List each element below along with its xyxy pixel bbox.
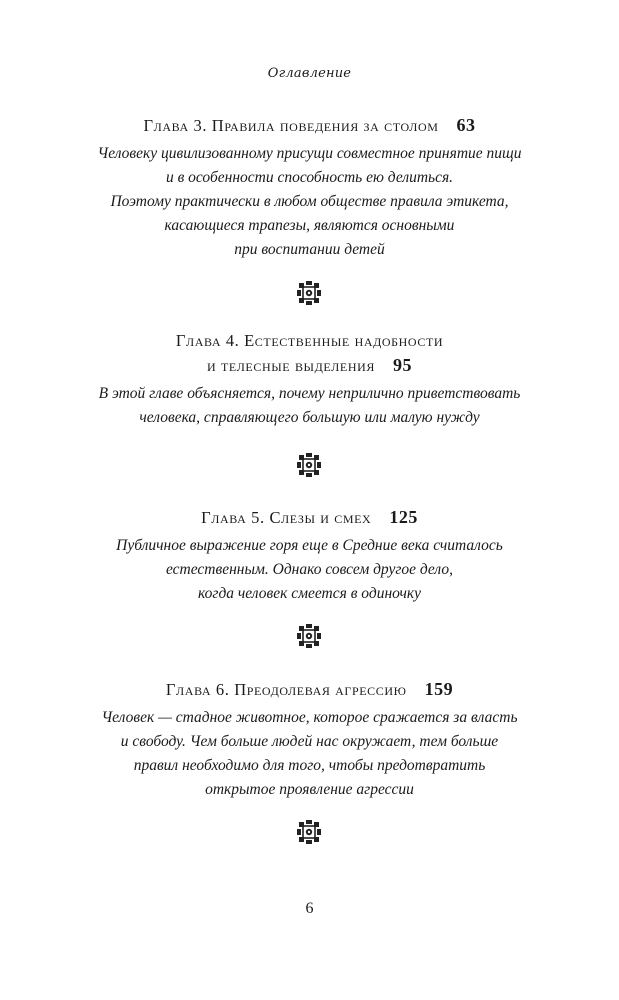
- chapter-description: [0, 142, 619, 262]
- chapter-title: [0, 505, 619, 530]
- chapter-title-line: Глава 5. Слезы и смех: [201, 508, 372, 527]
- chapter-title: [0, 329, 619, 378]
- running-head: Оглавление: [267, 66, 352, 81]
- chapter-description: [0, 706, 619, 802]
- description-line: Публичное выражение горя еще в Средние века считалось: [116, 537, 503, 554]
- chapter-page-number: 159: [424, 679, 454, 699]
- description-line: Человек — стадное животное, которое сражается за власть: [101, 709, 518, 726]
- description-line: Человеку цивилизованному присущи совместное принятие пищи: [97, 145, 522, 162]
- page-number: 6: [305, 900, 314, 917]
- chapter-page-number: 63: [456, 115, 476, 135]
- chapter-title-line: и телесные выделения: [207, 356, 375, 375]
- description-line: когда человек смеется в одиночку: [197, 585, 422, 602]
- chapter-page-number: 95: [392, 355, 412, 375]
- description-line: и в особенности способность ею делиться.: [165, 169, 454, 186]
- description-line: касающиеся трапезы, являются основными: [164, 217, 455, 234]
- description-line: человека, справляющего большую или малую нужду: [139, 409, 480, 426]
- description-line: Поэтому практически в любом обществе правила этикета,: [110, 193, 509, 210]
- description-line: открытое проявление агрессии: [205, 781, 414, 798]
- chapter-description: [0, 382, 619, 430]
- description-line: и свободу. Чем больше людей нас окружает, тем больше: [120, 733, 499, 750]
- description-line: естественным. Однако совсем другое дело,: [166, 561, 453, 578]
- chapter-title-line: Глава 6. Преодолевая агрессию: [165, 680, 407, 699]
- toc-entry-chapter-3: [0, 113, 619, 262]
- description-line: правил необходимо для того, чтобы предотвратить: [133, 757, 486, 774]
- description-line: В этой главе объясняется, почему неприлично приветствовать: [98, 385, 521, 402]
- floral-ornament-icon: [297, 453, 321, 477]
- chapter-title: [0, 677, 619, 702]
- toc-entry-chapter-5: [0, 505, 619, 606]
- floral-ornament-icon: [297, 624, 321, 648]
- description-line: при воспитании детей: [234, 241, 385, 258]
- chapter-page-number: 125: [389, 507, 418, 527]
- chapter-description: [0, 534, 619, 606]
- toc-entry-chapter-6: [0, 677, 619, 802]
- floral-ornament-icon: [297, 281, 321, 305]
- chapter-title-line: Глава 3. Правила поведения за столом: [143, 116, 439, 135]
- chapter-title: [0, 113, 619, 138]
- floral-ornament-icon: [297, 820, 321, 844]
- chapter-title-line: Глава 4. Естественные надобности: [175, 331, 444, 350]
- toc-entry-chapter-4: [0, 329, 619, 430]
